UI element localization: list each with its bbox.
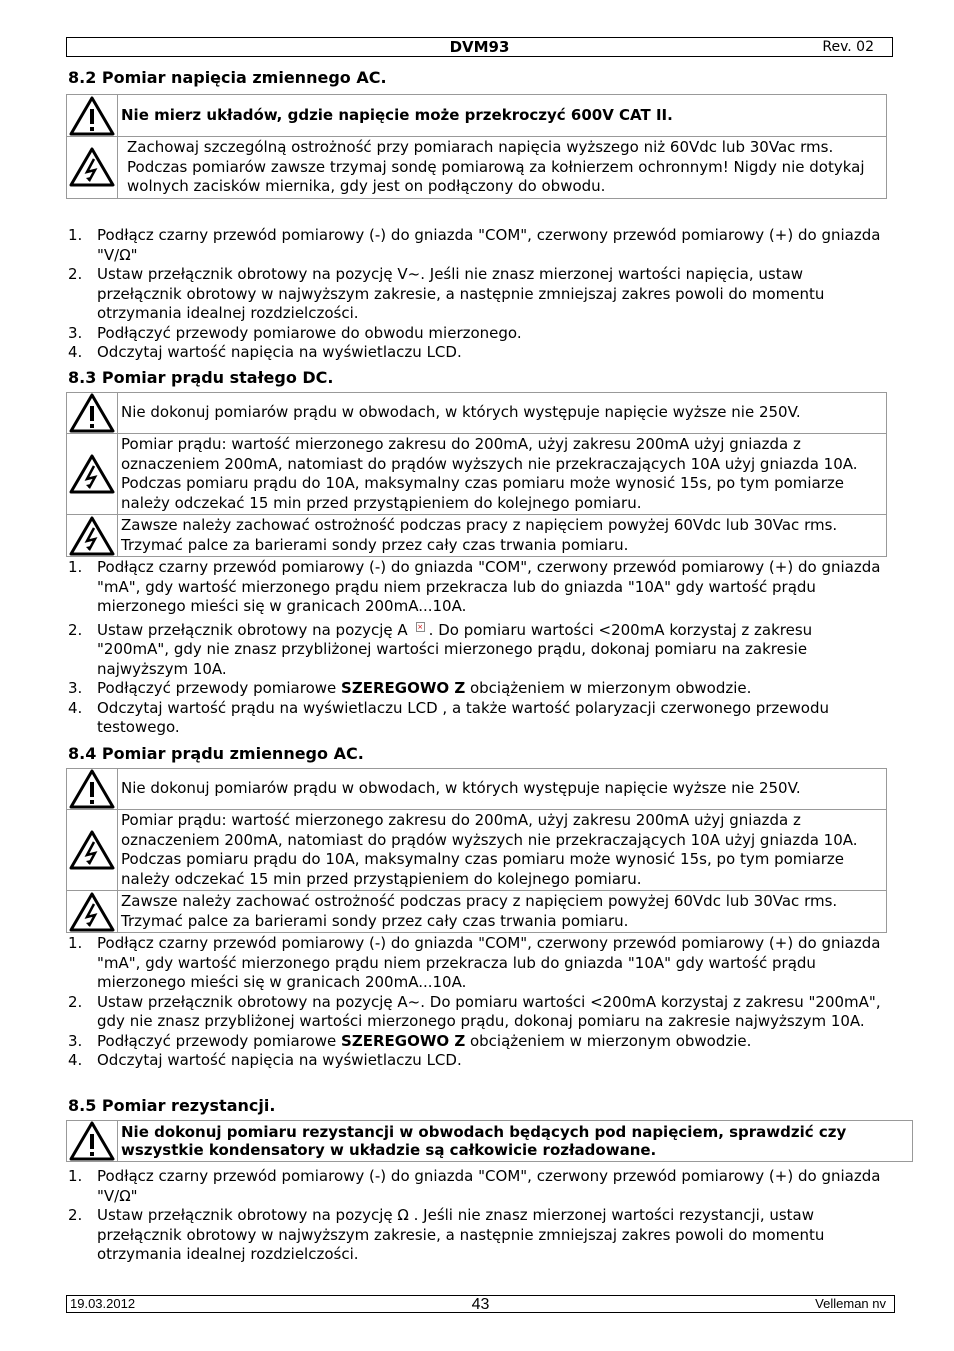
list-item: 2. Ustaw przełącznik obrotowy na pozycję A × . Do pomiaru wartości <200mA korzystaj z zakresu "200mA", gdy nie znasz przybliżonej wartości mierzonego prądu, dokonaj pomiaru na zakresie najwyższym 10A. [68, 620, 813, 678]
warning-text: Zawsze należy zachować ostrożność podczas pracy z napięciem powyżej 60Vdc lub 30Vac rms. Trzymać palce za barierami sondy przez cały czas trwania pomiaru. [118, 891, 887, 933]
warning-text: Nie dokonuj pomiarów prądu w obwodach, w których występuje napięcie wyższe nie 250V. [118, 393, 887, 434]
warning-text: Nie mierz układów, gdzie napięcie może przekroczyć 600V CAT II. [118, 95, 887, 137]
exclamation-triangle-icon [69, 96, 115, 136]
warning-table-8-3 [66, 392, 887, 557]
warning-cell [67, 95, 118, 137]
list-item: 3. Podłączyć przewody pomiarowe SZEREGOWO Z obciążeniem w mierzonym obwodzie. [68, 1031, 752, 1050]
list-item: 1. Podłącz czarny przewód pomiarowy (-) do gniazda "COM", czerwony przewód pomiarowy (+) do gniazda "V/Ω" [68, 226, 881, 264]
list-item: 4. Odczytaj wartość napięcia na wyświetlaczu LCD. [68, 343, 462, 361]
list-item: 4. Odczytaj wartość prądu na wyświetlaczu LCD , a także wartość polaryzacji czerwonego przewodu testowego. [68, 698, 829, 736]
page-footer [66, 1295, 895, 1313]
steps-8-2 [68, 226, 888, 363]
lightning-triangle-icon [69, 147, 115, 187]
section-title-8-2: 8.2 Pomiar napięcia zmiennego AC. [68, 68, 387, 87]
warning-text: Zawsze należy zachować ostrożność podczas pracy z napięciem powyżej 60Vdc lub 30Vac rms. Trzymać palce za barierami sondy przez cały czas trwania pomiaru. [118, 515, 887, 557]
steps-8-4 [68, 934, 888, 1071]
warning-cell [67, 515, 118, 557]
warning-cell [67, 393, 118, 434]
section-title-8-4: 8.4 Pomiar prądu zmiennego AC. [68, 744, 364, 763]
list-item: 2. Ustaw przełącznik obrotowy na pozycję A~. Do pomiaru wartości <200mA korzystaj z zakresu "200mA", gdy nie znasz przybliżonej wartości mierzonego prądu, dokonaj pomiaru na zakresie najwyższym 10A. [68, 992, 881, 1030]
warning-table-8-2 [66, 94, 887, 199]
warning-text: Pomiar prądu: wartość mierzonego zakresu do 200mA, użyj zakresu 200mA użyj gniazda z oznaczeniem 200mA, natomiast do prądów wyższych nie przekraczających 10A użyj gniazda 10A. Podczas pomiaru prądu do 10A, maksymalny czas pomiaru może wynosić 15s, po tym pomiarze należy odczekać 15 min przed przystąpieniem do kolejnego pomiaru. [118, 434, 887, 515]
warning-cell [67, 769, 118, 810]
page-header [66, 37, 893, 57]
exclamation-triangle-icon [69, 769, 115, 809]
lightning-triangle-icon [69, 516, 115, 556]
warning-text: Pomiar prądu: wartość mierzonego zakresu do 200mA, użyj zakresu 200mA użyj gniazda z oznaczeniem 200mA, natomiast do prądów wyższych nie przekraczających 10A użyj gniazda 10A. Podczas pomiaru prądu do 10A, maksymalny czas pomiaru może wynosić 15s, po tym pomiarze należy odczekać 15 min przed przystąpieniem do kolejnego pomiaru. [118, 810, 887, 891]
warning-cell [67, 1121, 118, 1162]
model-name: DVM93 [449, 38, 510, 56]
warning-table-8-5 [66, 1120, 913, 1162]
warning-cell [67, 810, 118, 891]
warning-text: Nie dokonuj pomiarów prądu w obwodach, w których występuje napięcie wyższe nie 250V. [118, 769, 887, 810]
steps-8-3 [68, 558, 888, 738]
lightning-triangle-icon [69, 830, 115, 870]
list-item: 3. Podłączyć przewody pomiarowe SZEREGOWO Z obciążeniem w mierzonym obwodzie. [68, 679, 752, 697]
list-item: 1. Podłącz czarny przewód pomiarowy (-) do gniazda "COM", czerwony przewód pomiarowy (+) do gniazda "mA", gdy wartość mierzonego prądu niem przekracza lub do gniazda "10A" gdy wartość prądu mierzonego mieści się w granicach 200mA...10A. [68, 558, 881, 615]
exclamation-triangle-icon [69, 1121, 115, 1161]
footer-brand: Velleman nv [815, 1296, 886, 1311]
section-title-8-3: 8.3 Pomiar prądu stałego DC. [68, 368, 334, 387]
list-item: 1. Podłącz czarny przewód pomiarowy (-) do gniazda "COM", czerwony przewód pomiarowy (+) do gniazda "mA", gdy wartość mierzonego prądu niem przekracza lub do gniazda "10A" gdy wartość prądu mierzonego mieści się w granicach 200mA...10A. [68, 934, 881, 991]
list-item: 3. Podłączyć przewody pomiarowe do obwodu mierzonego. [68, 323, 522, 342]
warning-cell [67, 434, 118, 515]
list-item: 2. Ustaw przełącznik obrotowy na pozycję Ω . Jeśli nie znasz mierzonej wartości rezystancji, ustaw przełącznik obrotowy w najwyższym zakresie, a następnie zmniejszaj zakres powoli do momentu otrzymania idealnej rozdzielczości. [68, 1206, 825, 1263]
steps-8-5 [68, 1167, 888, 1265]
list-item: 1. Podłącz czarny przewód pomiarowy (-) do gniazda "COM", czerwony przewód pomiarowy (+) do gniazda "V/Ω" [68, 1167, 881, 1205]
lightning-triangle-icon [69, 454, 115, 494]
page-number: 43 [471, 1296, 490, 1313]
warning-table-8-4 [66, 768, 887, 933]
warning-text: Nie dokonuj pomiaru rezystancji w obwodach będących pod napięciem, sprawdzić czy wszystkie kondensatory w układzie są całkowicie rozładowane. [118, 1121, 913, 1162]
list-item: 2. Ustaw przełącznik obrotowy na pozycję V~. Jeśli nie znasz mierzonej wartości napięcia, ustaw przełącznik obrotowy w najwyższym zakresie, a następnie zmniejszaj zakres powoli do momentu otrzymania idealnej rozdzielczości. [68, 265, 825, 322]
section-title-8-5: 8.5 Pomiar rezystancji. [68, 1096, 276, 1115]
warning-cell [67, 891, 118, 933]
list-item: 4. Odczytaj wartość napięcia na wyświetlaczu LCD. [68, 1051, 462, 1069]
exclamation-triangle-icon [69, 393, 115, 433]
warning-cell [67, 137, 118, 199]
broken-image-icon: × [417, 622, 424, 631]
lightning-triangle-icon [69, 892, 115, 932]
warning-text: Zachowaj szczególną ostrożność przy pomiarach napięcia wyższego niż 60Vdc lub 30Vac rms. Podczas pomiarów zawsze trzymaj sondę pomiarową za kołnierzem ochronnym! Nigdy nie dotykaj wolnych zacisków miernika, gdy jest on podłączony do obwodu. [118, 137, 887, 199]
footer-date: 19.03.2012 [70, 1296, 136, 1311]
revision: Rev. 02 [822, 39, 874, 55]
